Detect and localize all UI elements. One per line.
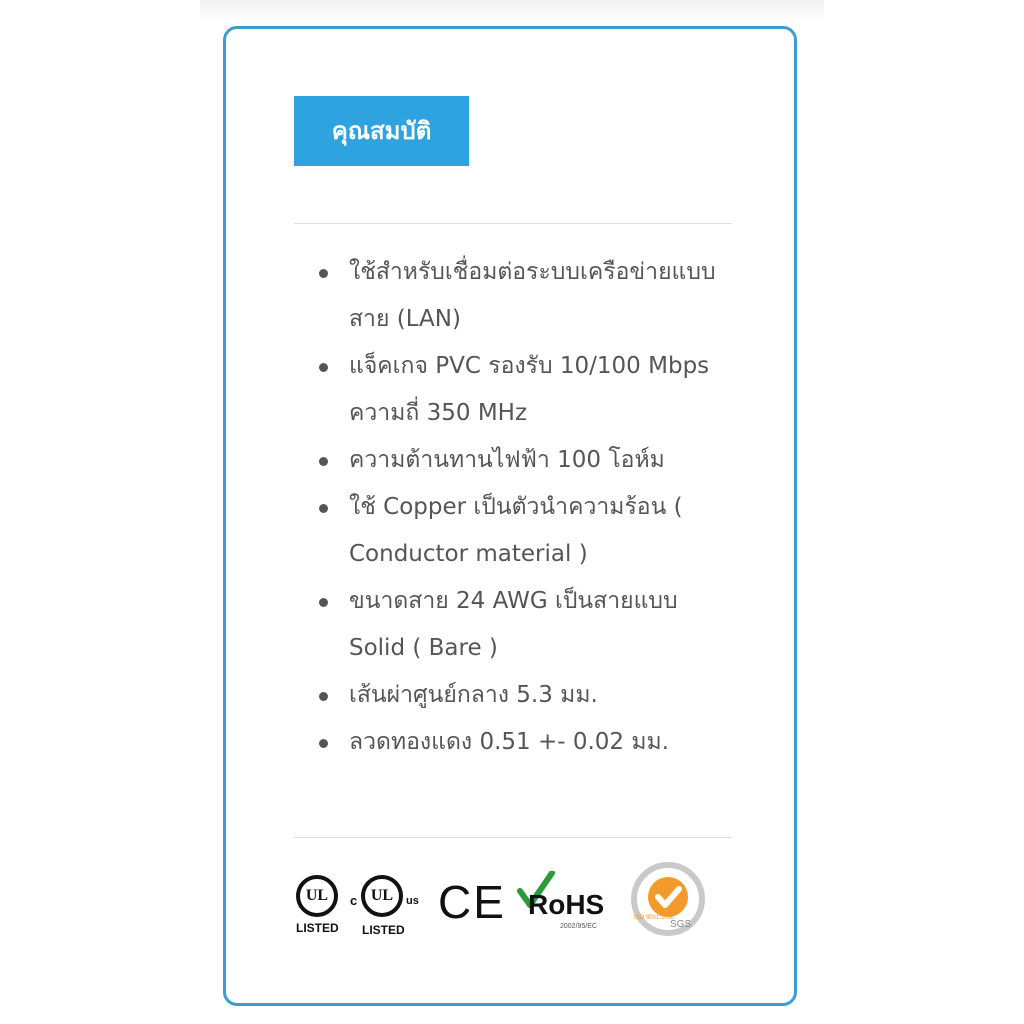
sgs-logo	[630, 861, 710, 941]
rohs-logo	[516, 877, 605, 937]
list-item: ความต้านทานไฟฟ้า 100 โอห์ม	[349, 437, 734, 484]
sgs-text: SGS	[670, 919, 692, 930]
cul-suffix: us	[406, 895, 419, 907]
list-item: เส้นผ่าศูนย์กลาง 5.3 มม.	[349, 672, 734, 719]
sgs-badge-icon	[630, 861, 706, 937]
list-item: ขนาดสาย 24 AWG เป็นสายแบบ Solid ( Bare )	[349, 578, 734, 672]
divider-top	[294, 223, 732, 224]
divider-bottom	[294, 837, 732, 838]
sgs-subtext: ISO 9001:2000	[634, 915, 675, 921]
list-item: ใช้สำหรับเชื่อมต่อระบบเครือข่ายแบบสาย (LAN)	[349, 249, 734, 343]
section-title: คุณสมบัติ	[294, 96, 469, 166]
list-item: ใช้ Copper เป็นตัวนำความร้อน ( Conductor material )	[349, 484, 734, 578]
top-shadow	[200, 0, 824, 22]
cul-listed-logo	[350, 875, 430, 945]
cul-prefix: c	[350, 893, 358, 908]
ul-listed-logo	[296, 875, 339, 935]
ul-mark-icon: UL	[296, 875, 338, 917]
certification-logos	[294, 867, 734, 947]
list-item: แจ็คเกจ PVC รองรับ 10/100 Mbps ความถี่ 350 MHz	[349, 343, 734, 437]
feature-list	[294, 249, 734, 766]
ul-listed-caption: LISTED	[296, 921, 339, 935]
ce-mark-logo: CE	[438, 876, 506, 928]
rohs-text: RoHS	[528, 889, 605, 920]
list-item: ลวดทองแดง 0.51 +- 0.02 มม.	[349, 719, 734, 766]
specifications-card	[223, 26, 797, 1006]
rohs-subtext: 2002/95/EC	[560, 923, 597, 930]
cul-mark-icon: UL	[361, 875, 403, 917]
cul-listed-caption: LISTED	[362, 923, 405, 937]
